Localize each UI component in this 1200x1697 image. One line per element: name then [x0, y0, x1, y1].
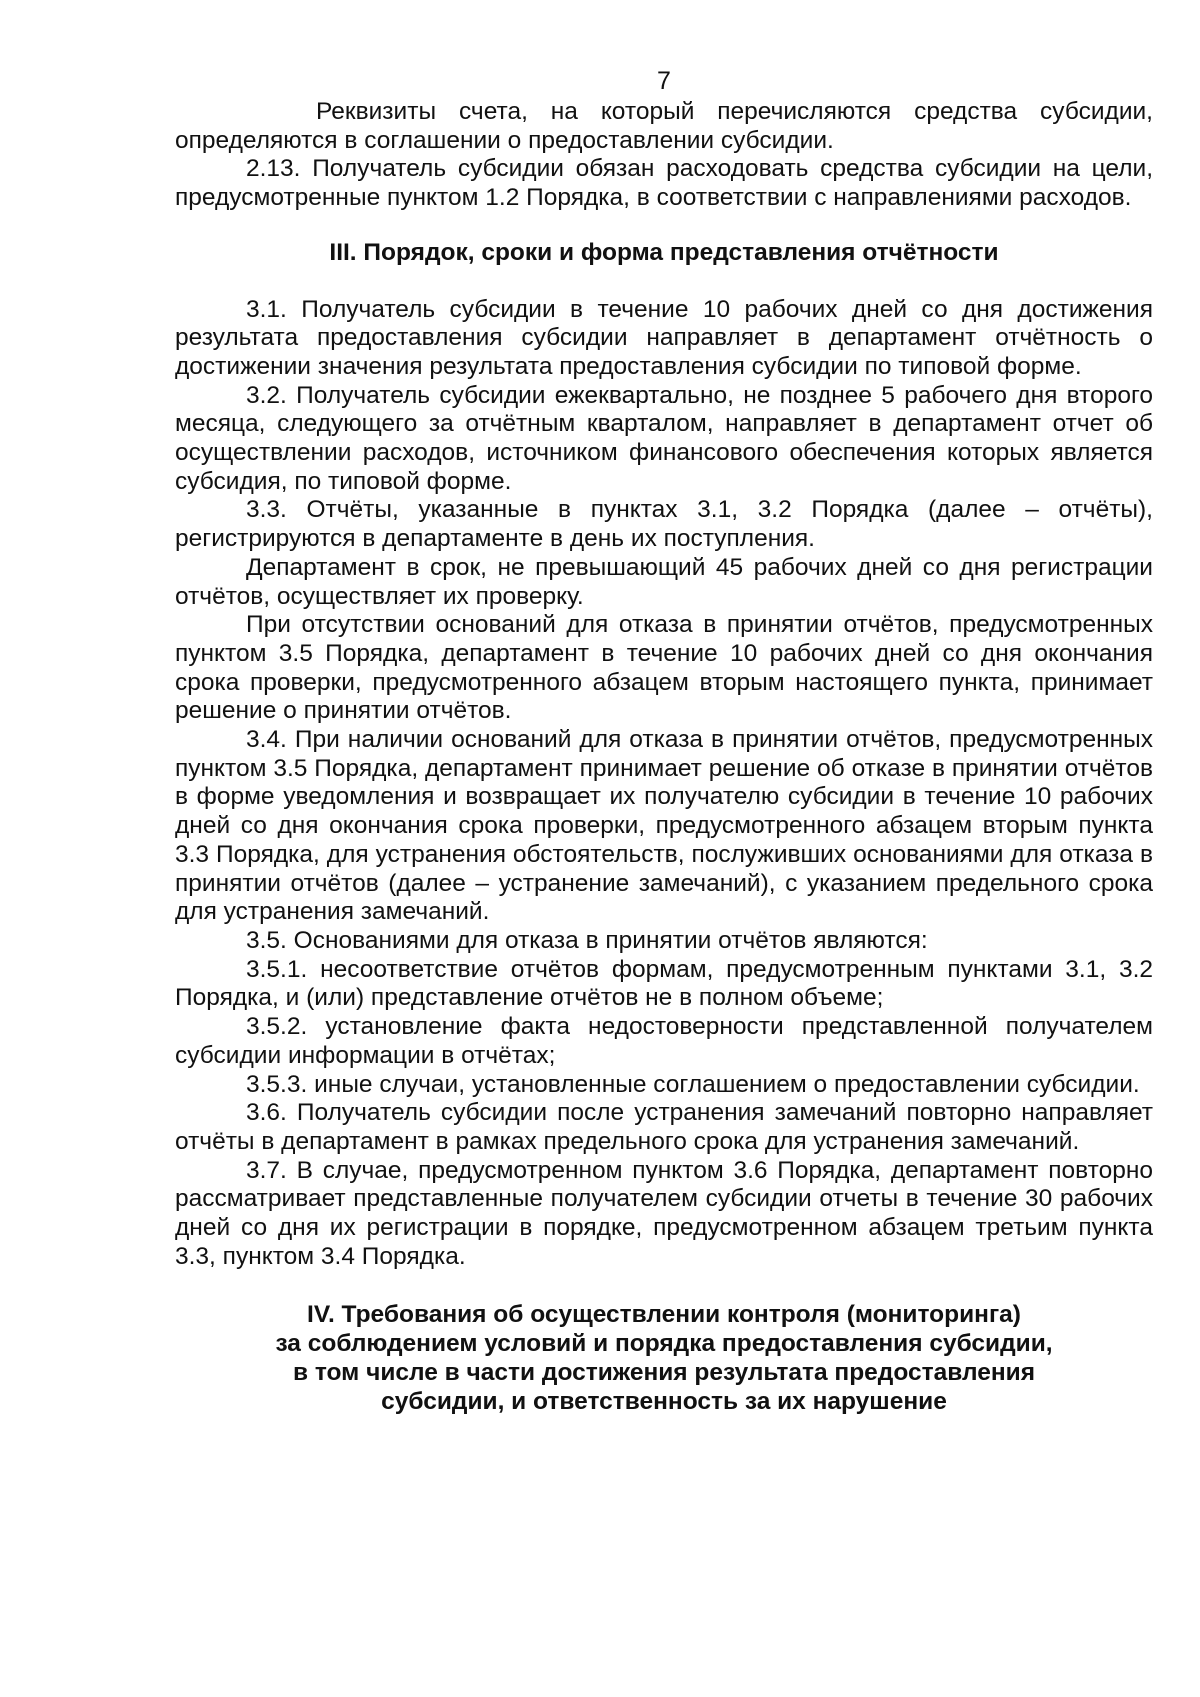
paragraph-3-3: 3.3. Отчёты, указанные в пунктах 3.1, 3.2 Порядка (далее – отчёты), регистрируются в департаменте в день их поступления. [175, 496, 1153, 553]
paragraph-3-5-2: 3.5.2. установление факта недостоверности представленной получателем субсидии информации в отчётах; [175, 1013, 1153, 1069]
section-4-heading-line: за соблюдением условий и порядка предоставления субсидии, [275, 1330, 1053, 1358]
paragraph-3-7: 3.7. В случае, предусмотренном пунктом 3.6 Порядка, департамент повторно рассматривает представленные получателем субсидии отчеты в течение 30 рабочих дней со дня их регистрации в порядке, предусмотренном абзацем третьим пункта 3.3, пунктом 3.4 Порядка. [175, 1156, 1153, 1270]
paragraph-3-2: 3.2. Получатель субсидии ежеквартально, не позднее 5 рабочего дня второго месяца, следующего за отчётным кварталом, направляет в департамент отчет об осуществлении расходов, источником финансового обеспечения которых является субсидия, по типовой форме. [175, 381, 1153, 495]
section-4-heading-line: в том числе в части достижения результата предоставления [292, 1358, 1035, 1386]
paragraph-3-1: 3.1. Получатель субсидии в течение 10 рабочих дней со дня достижения результата предоставления субсидии направляет в департамент отчётность о достижении значения результата предоставления субсидии по типовой форме. [175, 295, 1153, 380]
section-3-heading: III. Порядок, сроки и форма представления отчётности [329, 238, 999, 266]
paragraph-3-5: 3.5. Основаниями для отказа в принятии отчётов являются: [246, 926, 928, 954]
paragraph-3-5-3: 3.5.3. иные случаи, установленные соглашением о предоставлении субсидии. [246, 1070, 1140, 1098]
paragraph-2-13: 2.13. Получатель субсидии обязан расходовать средства субсидии на цели, предусмотренные пунктом 1.2 Порядка, в соответствии с направлениями расходов. [175, 155, 1153, 212]
document-page [175, 66, 1153, 1416]
section-4-heading-line: субсидии, и ответственность за их нарушение [381, 1387, 947, 1415]
paragraph-3-4: 3.4. При наличии оснований для отказа в принятии отчётов, предусмотренных пунктом 3.5 Порядка, департамент принимает решение об отказе в принятии отчётов в форме уведомления и возвращает их получателю субсидии в течение 10 рабочих дней со дня окончания срока проверки, предусмотренного абзацем вторым пункта 3.3 Порядка, для устранения обстоятельств, послуживших основаниями для отказа в принятии отчётов (далее – устранение замечаний), с указанием предельного срока для устранения замечаний. [175, 726, 1153, 926]
section-4-heading-line: IV. Требования об осуществлении контроля (мониторинга) [307, 1301, 1021, 1329]
paragraph-3-5-1: 3.5.1. несоответствие отчётов формам, предусмотренным пунктами 3.1, 3.2 Порядка, и (или) представление отчётов не в полном объеме; [175, 955, 1153, 1012]
paragraph-3-3-review-period: Департамент в срок, не превышающий 45 рабочих дней со дня регистрации отчётов, осуществляет их проверку. [175, 553, 1153, 610]
page-number: 7 [657, 67, 671, 95]
section-4-heading [175, 1301, 1153, 1416]
paragraph-3-6: 3.6. Получатель субсидии после устранения замечаний повторно направляет отчёты в департамент в рамках предельного срока для устранения замечаний. [175, 1099, 1153, 1155]
paragraph-3-3-acceptance: При отсутствии оснований для отказа в принятии отчётов, предусмотренных пунктом 3.5 Порядка, департамент в течение 10 рабочих дней со дня окончания срока проверки, предусмотренного абзацем вторым настоящего пункта, принимает решение о принятии отчётов. [175, 611, 1153, 725]
paragraph-account-details: Реквизиты счета, на который перечисляются средства субсидии, определяются в соглашении о предоставлении субсидии. [175, 98, 1153, 154]
